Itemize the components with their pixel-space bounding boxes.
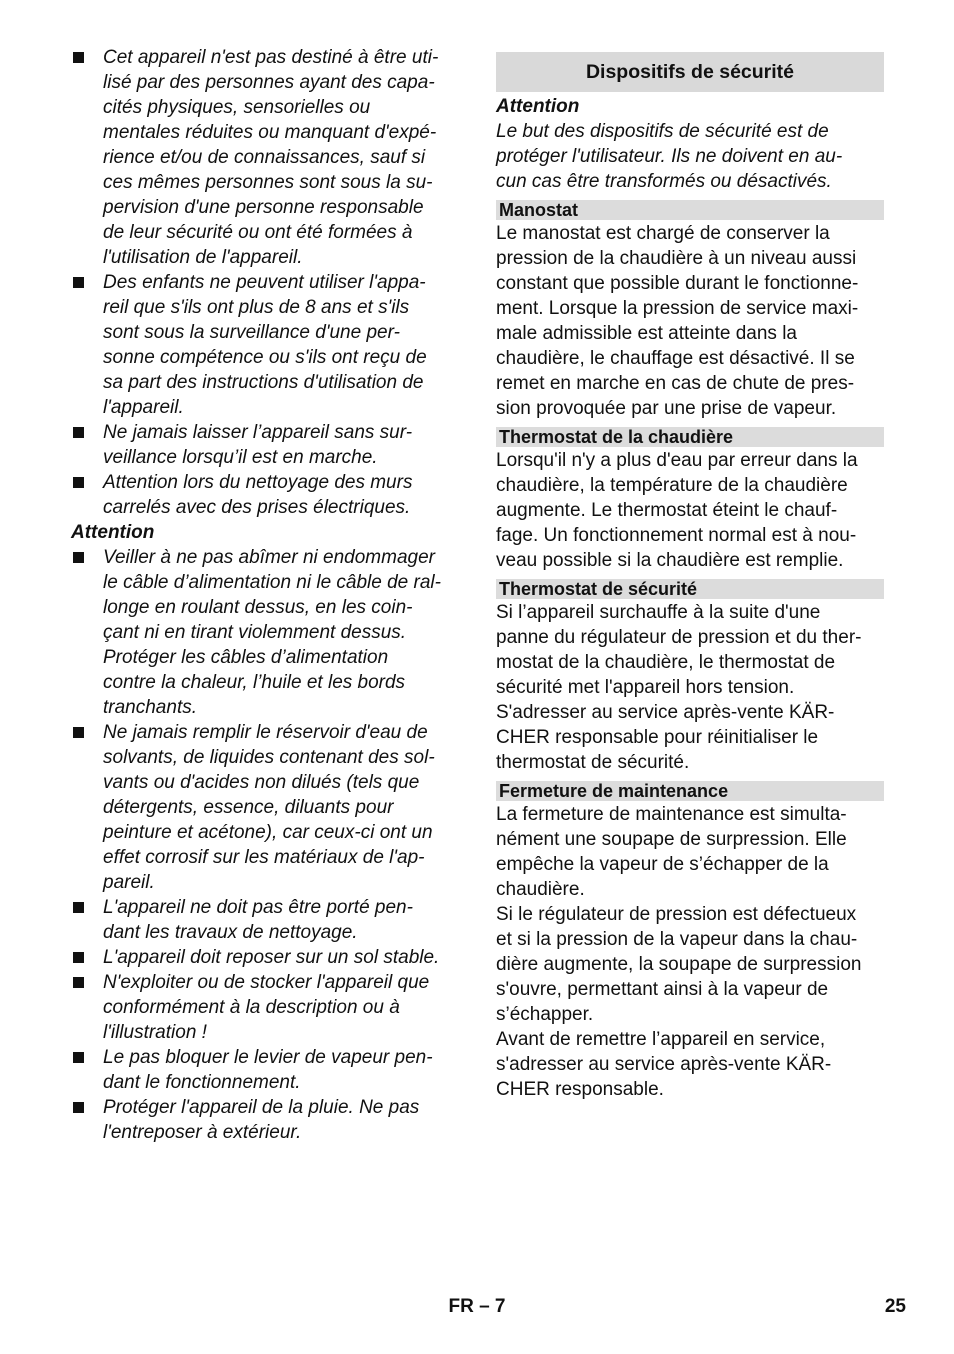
bullet-text-line: reil que s'ils ont plus de 8 ans et s'ils <box>103 297 410 318</box>
body-text-line: fage. Un fonctionnement normal est à nou- <box>496 525 857 546</box>
bullet-text-line: tranchants. <box>103 697 197 718</box>
body-text-line: dière augmente, la soupape de surpression <box>496 954 862 975</box>
body-text-line: Le manostat est chargé de conserver la <box>496 223 830 244</box>
bullet-text-line: çant ni en tirant violemment dessus. <box>103 622 407 643</box>
bullet-text-line: pervision d'une personne responsable <box>103 197 424 218</box>
bullet-text-line: L'appareil doit reposer sur un sol stable. <box>103 947 440 968</box>
footer-language-page: FR – 7 <box>448 1296 506 1317</box>
square-bullet-icon <box>73 1052 84 1063</box>
bullet-text-line: pareil. <box>103 872 155 893</box>
square-bullet-icon <box>73 477 84 488</box>
bullet-item <box>71 970 461 1045</box>
attention-text-line: Le but des dispositifs de sécurité est de <box>496 121 829 142</box>
subsection-title: Fermeture de maintenance <box>496 781 884 801</box>
body-text-line: veau possible si la chaudière est remplie. <box>496 550 844 571</box>
square-bullet-icon <box>73 1102 84 1113</box>
square-bullet-icon <box>73 727 84 738</box>
bullet-text-line: N'exploiter ou de stocker l'appareil que <box>103 972 430 993</box>
body-text-line: thermostat de sécurité. <box>496 752 690 773</box>
body-text-line: S'adresser au service après-vente KÄR- <box>496 702 835 723</box>
bullet-text-line: dant le fonctionnement. <box>103 1072 301 1093</box>
bullet-text-line: détergents, essence, diluants pour <box>103 797 394 818</box>
bullet-text-line: sont sous la surveillance d'une per- <box>103 322 400 343</box>
square-bullet-icon <box>73 902 84 913</box>
bullet-item <box>71 895 461 945</box>
bullet-text-line: Cet appareil n'est pas destiné à être uti- <box>103 47 439 68</box>
bullet-text-line: cités physiques, sensorielles ou <box>103 97 371 118</box>
footer-page-number: 25 <box>884 1296 906 1317</box>
bullet-text-line: longe en roulant dessus, en les coin- <box>103 597 413 618</box>
bullet-text-line: contre la chaleur, l’huile et les bords <box>103 672 406 693</box>
bullet-text-line: L'appareil ne doit pas être porté pen- <box>103 897 413 918</box>
bullet-item <box>71 270 461 420</box>
bullet-text-line: mentales réduites ou manquant d'expé- <box>103 122 437 143</box>
bullet-text-line: effet corrosif sur les matériaux de l'ap- <box>103 847 425 868</box>
body-text-line: CHER responsable pour réinitialiser le <box>496 727 819 748</box>
body-text-line: CHER responsable. <box>496 1079 664 1100</box>
body-text-line: male admissible est atteinte dans la <box>496 323 797 344</box>
body-text-line: La fermeture de maintenance est simulta- <box>496 804 847 825</box>
bullet-text-line: Protéger les câbles d’alimentation <box>103 647 389 668</box>
bullet-item <box>71 1045 461 1095</box>
section-title: Dispositifs de sécurité <box>496 52 884 92</box>
body-text-line: Si l’appareil surchauffe à la suite d'une <box>496 602 821 623</box>
body-text-line: chaudière, le chauffage est désactivé. Il se <box>496 348 855 369</box>
body-text-line: ment. Lorsque la pression de service maxi- <box>496 298 859 319</box>
bullet-text-line: carrelés avec des prises électriques. <box>103 497 411 518</box>
body-text-line: panne du régulateur de pression et du ther- <box>496 627 862 648</box>
bullet-text-line: Attention lors du nettoyage des murs <box>103 472 413 493</box>
bullet-text-line: Veiller à ne pas abîmer ni endommager <box>103 547 435 568</box>
bullet-text-line: lisé par des personnes ayant des capa- <box>103 72 435 93</box>
square-bullet-icon <box>73 52 84 63</box>
bullet-item <box>71 545 461 720</box>
body-text-line: empêche la vapeur de s’échapper de la <box>496 854 829 875</box>
square-bullet-icon <box>73 427 84 438</box>
bullet-item <box>71 945 461 970</box>
bullet-text-line: veillance lorsqu’il est en marche. <box>103 447 378 468</box>
bullet-text-line: l'utilisation de l'appareil. <box>103 247 303 268</box>
bullet-item <box>71 45 461 270</box>
bullet-text-line: l'appareil. <box>103 397 184 418</box>
bullet-text-line: l'illustration ! <box>103 1022 207 1043</box>
bullet-item <box>71 420 461 470</box>
bullet-text-line: Protéger l'appareil de la pluie. Ne pas <box>103 1097 420 1118</box>
bullet-item <box>71 1095 461 1145</box>
body-text-line: chaudière, la température de la chaudière <box>496 475 848 496</box>
square-bullet-icon <box>73 277 84 288</box>
square-bullet-icon <box>73 977 84 988</box>
body-text-line: chaudière. <box>496 879 585 900</box>
bullet-text-line: rience et/ou de connaissances, sauf si <box>103 147 426 168</box>
bullet-text-line: dant les travaux de nettoyage. <box>103 922 358 943</box>
body-text-line: nément une soupape de surpression. Elle <box>496 829 847 850</box>
body-text-line: Avant de remettre l’appareil en service, <box>496 1029 826 1050</box>
bullet-text-line: sonne compétence ou s'ils ont reçu de <box>103 347 427 368</box>
attention-text-line: cun cas être transformés ou désactivés. <box>496 171 832 192</box>
bullet-item <box>71 720 461 895</box>
bullet-text-line: solvants, de liquides contenant des sol- <box>103 747 435 768</box>
body-text-line: sion provoquée par une prise de vapeur. <box>496 398 837 419</box>
bullet-text-line: de leur sécurité ou ont été formées à <box>103 222 413 243</box>
bullet-item <box>71 470 461 520</box>
bullet-text-line: sa part des instructions d'utilisation de <box>103 372 424 393</box>
bullet-text-line: Ne jamais remplir le réservoir d'eau de <box>103 722 428 743</box>
bullet-text-line: vants ou d'acides non dilués (tels que <box>103 772 420 793</box>
body-text-line: augmente. Le thermostat éteint le chauf- <box>496 500 838 521</box>
body-text-line: s'adresser au service après-vente KÄR- <box>496 1054 832 1075</box>
bullet-text-line: l'entreposer à extérieur. <box>103 1122 302 1143</box>
subsection-title: Manostat <box>496 200 884 220</box>
bullet-text-line: peinture et acétone), car ceux-ci ont un <box>103 822 433 843</box>
subsection-title: Thermostat de sécurité <box>496 579 884 599</box>
subsection-title: Thermostat de la chaudière <box>496 427 884 447</box>
body-text-line: sécurité met l'appareil hors tension. <box>496 677 795 698</box>
square-bullet-icon <box>73 552 84 563</box>
bullet-text-line: Le pas bloquer le levier de vapeur pen- <box>103 1047 433 1068</box>
attention-heading: Attention <box>71 522 155 543</box>
body-text-line: s’échapper. <box>496 1004 594 1025</box>
body-text-line: pression de la chaudière à un niveau aussi <box>496 248 857 269</box>
attention-text-line: protéger l'utilisateur. Ils ne doivent en au- <box>496 146 843 167</box>
left-column <box>71 45 461 1145</box>
bullet-text-line: conformément à la description ou à <box>103 997 400 1018</box>
body-text-line: Lorsqu'il n'y a plus d'eau par erreur dans la <box>496 450 858 471</box>
body-text-line: mostat de la chaudière, le thermostat de <box>496 652 836 673</box>
body-text-line: Si le régulateur de pression est défectueux <box>496 904 857 925</box>
body-text-line: remet en marche en cas de chute de pres- <box>496 373 855 394</box>
square-bullet-icon <box>73 952 84 963</box>
right-column <box>496 52 884 1102</box>
attention-heading: Attention <box>496 96 580 117</box>
bullet-text-line: ces mêmes personnes sont sous la su- <box>103 172 433 193</box>
bullet-text-line: Des enfants ne peuvent utiliser l'appa- <box>103 272 426 293</box>
body-text-line: constant que possible durant le fonctionne- <box>496 273 859 294</box>
bullet-text-line: Ne jamais laisser l’appareil sans sur- <box>103 422 413 443</box>
bullet-text-line: le câble d’alimentation ni le câble de ral- <box>103 572 441 593</box>
body-text-line: et si la pression de la vapeur dans la chau- <box>496 929 858 950</box>
body-text-line: s'ouvre, permettant ainsi à la vapeur de <box>496 979 829 1000</box>
